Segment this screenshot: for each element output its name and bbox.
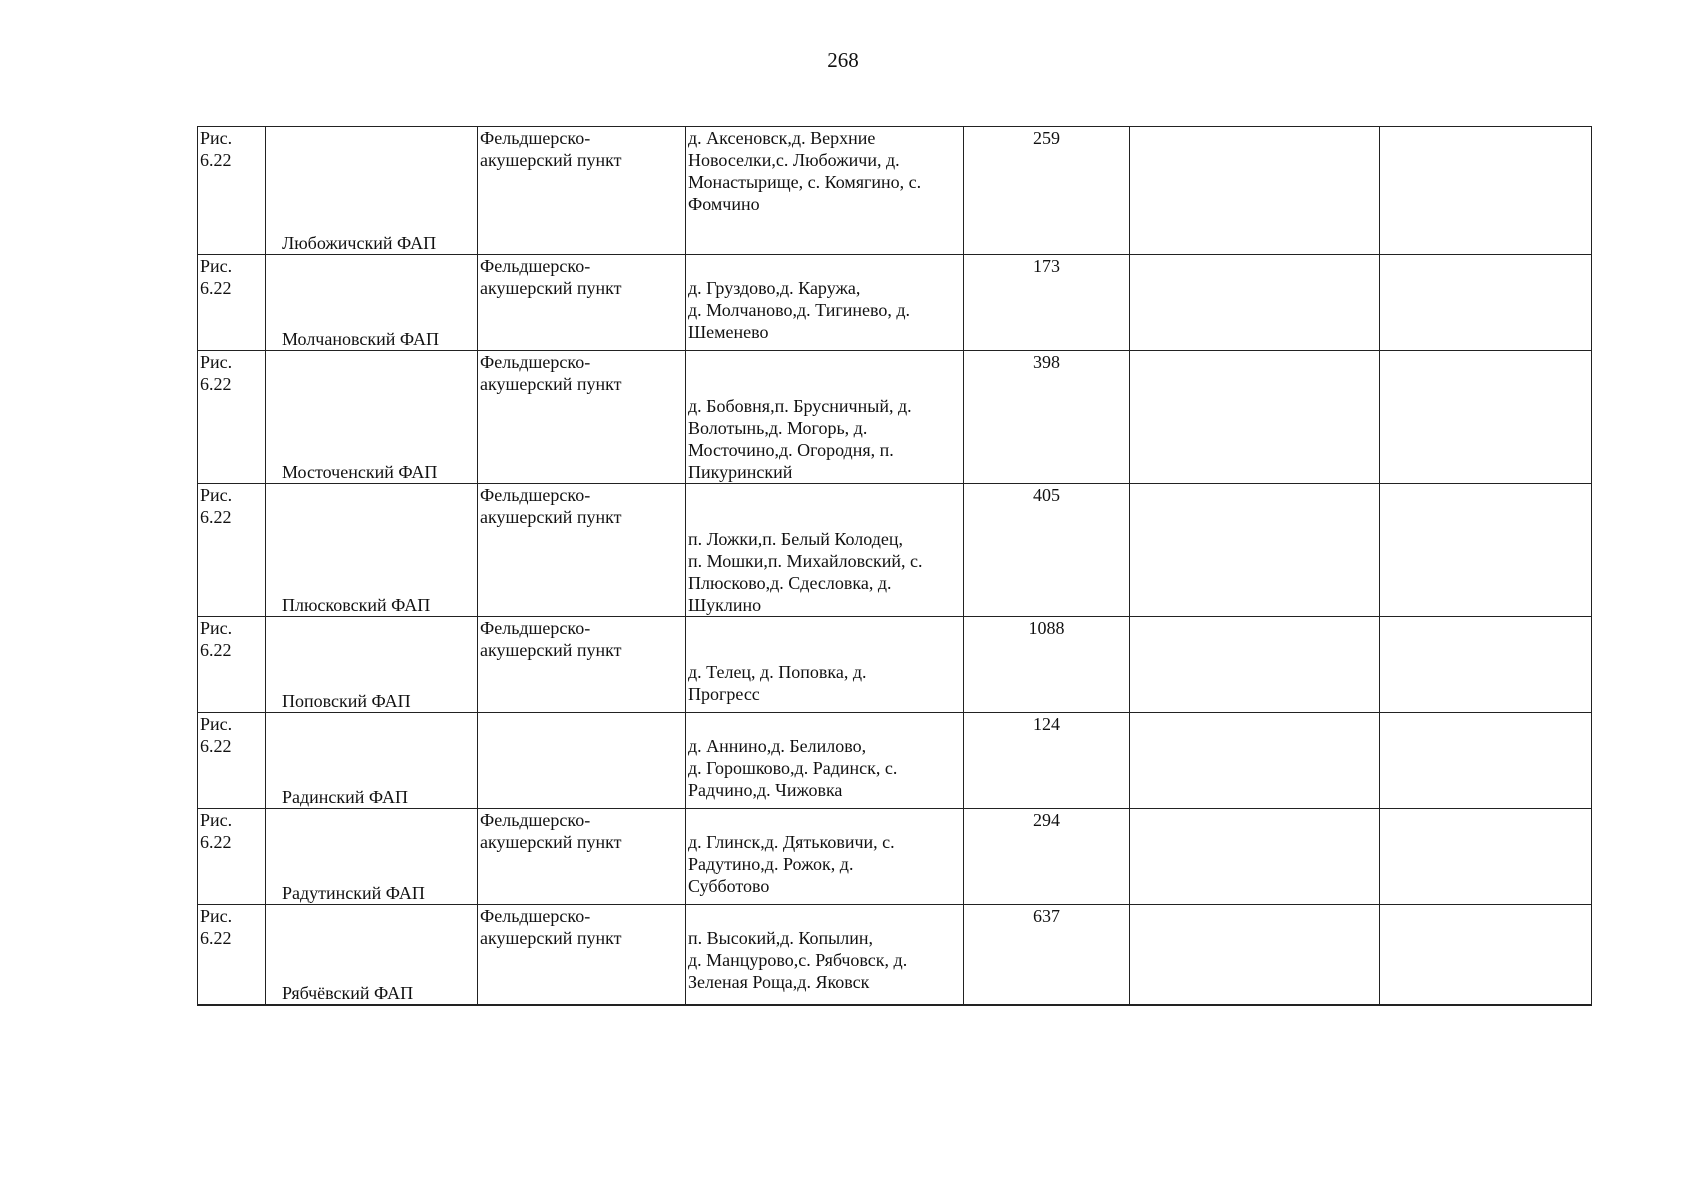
table-row: [198, 255, 1592, 351]
facility-type: Фельдшерско- акушерский пункт: [478, 127, 686, 255]
facility-name: Поповский ФАП: [266, 617, 478, 713]
facility-name: Радинский ФАП: [266, 713, 478, 809]
empty-cell: [1130, 617, 1380, 713]
empty-cell: [1130, 484, 1380, 617]
served-localities: д. Бобовня,п. Брусничный, д. Волотынь,д. Могорь, д. Мосточино,д. Огородня, п. Пикуринский: [686, 351, 964, 484]
served-localities: д. Груздово,д. Каружа, д. Молчаново,д. Тигинево, д. Шеменево: [686, 255, 964, 351]
table-row: [198, 617, 1592, 713]
figure-ref: Рис. 6.22: [198, 351, 266, 484]
population-count: 405: [964, 484, 1130, 617]
served-localities: д. Аксеновск,д. Верхние Новоселки,с. Любожичи, д. Монастырище, с. Комягино, с. Фомчино: [686, 127, 964, 255]
facility-type: Фельдшерско- акушерский пункт: [478, 484, 686, 617]
figure-ref: Рис. 6.22: [198, 713, 266, 809]
table-row: [198, 351, 1592, 484]
table-row: [198, 905, 1592, 1005]
facility-type: Фельдшерско- акушерский пункт: [478, 905, 686, 1005]
empty-cell: [1130, 127, 1380, 255]
figure-ref: Рис. 6.22: [198, 617, 266, 713]
empty-cell: [1130, 809, 1380, 905]
population-count: 124: [964, 713, 1130, 809]
empty-cell: [1380, 905, 1592, 1005]
empty-cell: [1380, 809, 1592, 905]
facility-name: Любожичский ФАП: [266, 127, 478, 255]
empty-cell: [1380, 351, 1592, 484]
facility-name: Мосточенский ФАП: [266, 351, 478, 484]
table-row: [198, 809, 1592, 905]
facility-type: Фельдшерско- акушерский пункт: [478, 809, 686, 905]
population-count: 259: [964, 127, 1130, 255]
empty-cell: [1130, 905, 1380, 1005]
served-localities: п. Высокий,д. Копылин, д. Манцурово,с. Рябчовск, д. Зеленая Роща,д. Яковск: [686, 905, 964, 1005]
facility-name: Радутинский ФАП: [266, 809, 478, 905]
empty-cell: [1380, 484, 1592, 617]
facility-type: Фельдшерско- акушерский пункт: [478, 351, 686, 484]
served-localities: д. Аннино,д. Белилово, д. Горошково,д. Радинск, с. Радчино,д. Чижовка: [686, 713, 964, 809]
table-row: [198, 484, 1592, 617]
empty-cell: [1130, 255, 1380, 351]
facility-name: Молчановский ФАП: [266, 255, 478, 351]
served-localities: п. Ложки,п. Белый Колодец, п. Мошки,п. Михайловский, с. Плюсково,д. Сдесловка, д. Шуклино: [686, 484, 964, 617]
facility-type: Фельдшерско- акушерский пункт: [478, 255, 686, 351]
facility-name: Плюсковский ФАП: [266, 484, 478, 617]
empty-cell: [1380, 713, 1592, 809]
empty-cell: [1380, 255, 1592, 351]
page-number: 268: [827, 48, 859, 72]
empty-cell: [1380, 127, 1592, 255]
served-localities: д. Телец, д. Поповка, д. Прогресс: [686, 617, 964, 713]
facility-name: Рябчёвский ФАП: [266, 905, 478, 1005]
population-count: 398: [964, 351, 1130, 484]
empty-cell: [1380, 617, 1592, 713]
population-count: 637: [964, 905, 1130, 1005]
facilities-table: [197, 126, 1592, 1006]
figure-ref: Рис. 6.22: [198, 127, 266, 255]
population-count: 173: [964, 255, 1130, 351]
facility-type: Фельдшерско- акушерский пункт: [478, 617, 686, 713]
table-row: [198, 713, 1592, 809]
served-localities: д. Глинск,д. Дятьковичи, с. Радутино,д. Рожок, д. Субботово: [686, 809, 964, 905]
facility-type: [478, 713, 686, 809]
empty-cell: [1130, 713, 1380, 809]
figure-ref: Рис. 6.22: [198, 255, 266, 351]
table-row: [198, 127, 1592, 255]
figure-ref: Рис. 6.22: [198, 809, 266, 905]
population-count: 294: [964, 809, 1130, 905]
figure-ref: Рис. 6.22: [198, 484, 266, 617]
empty-cell: [1130, 351, 1380, 484]
figure-ref: Рис. 6.22: [198, 905, 266, 1005]
population-count: 1088: [964, 617, 1130, 713]
